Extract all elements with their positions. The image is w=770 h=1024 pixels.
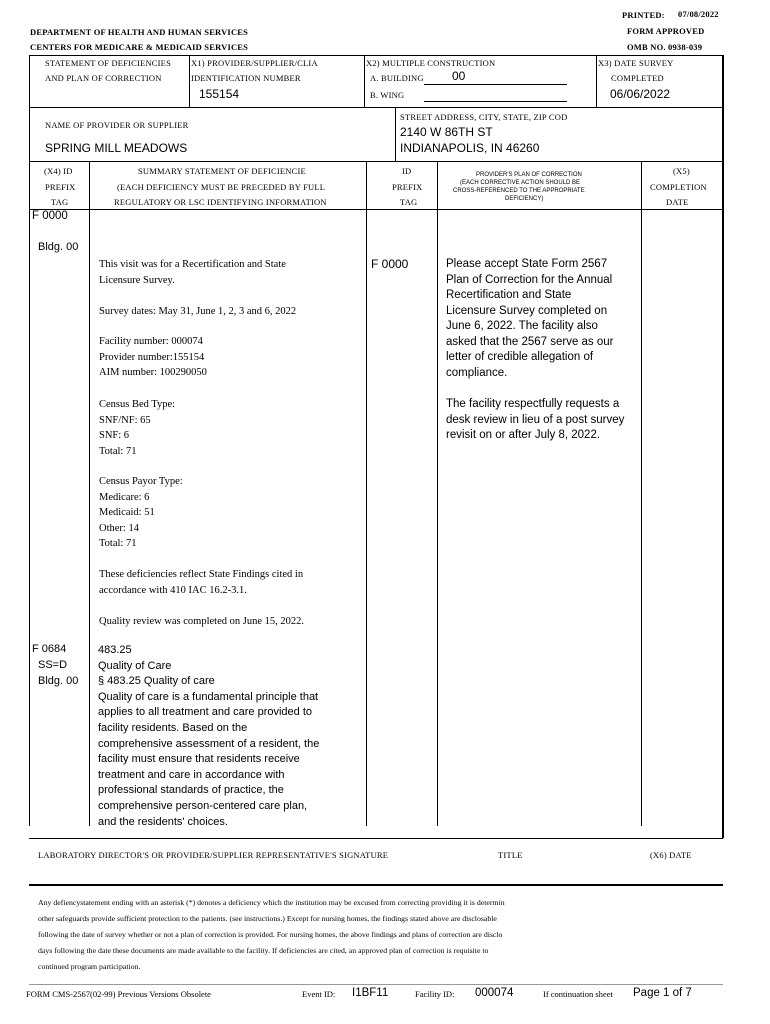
- summary-p6: These deficiencies reflect State Findings cited in accordance with 410 IAC 16.2-3.1.: [99, 569, 304, 596]
- tag-f0000: F 0000: [32, 210, 68, 222]
- poc-tag-f0000: F 0000: [371, 257, 409, 271]
- signature-date: (X6) DATE: [650, 850, 692, 860]
- date-survey: 06/06/2022: [610, 87, 671, 101]
- x4-header-3: TAG: [51, 197, 69, 207]
- footer-facility-label: Facility ID:: [415, 989, 455, 999]
- footer-page: Page 1 of 7: [633, 987, 692, 999]
- plan-p2: The facility respectfully requests a desk review in lieu of a post survey revisit on or after July 8, 2022.: [446, 398, 625, 441]
- summary-p3: Facility number: 000074 Provider number:155154 AIM number: 100290050: [99, 336, 207, 378]
- wing-label: B. WING: [370, 90, 405, 100]
- footer-event-label: Event ID:: [302, 989, 336, 999]
- summary-header-1: SUMMARY STATEMENT OF DEFICIENCIE: [138, 166, 306, 176]
- statement-label-2: AND PLAN OF CORRECTION: [45, 73, 162, 83]
- printed-date: 07/08/2022: [678, 9, 719, 19]
- form-approved: FORM APPROVED: [627, 26, 705, 36]
- id-header-2: PREFIX: [392, 182, 423, 192]
- tag-ss: SS=D: [38, 659, 68, 671]
- summary-p1: This visit was for a Recertification and State Licensure Survey.: [99, 259, 286, 286]
- summary-p8: 483.25 Quality of Care § 483.25 Quality of care Quality of care is a fundamental principle that applies to all treatment and care provided to facility residents. Based on the comprehensive assessment of a resident, the facility must ensure that residents receive treatment and care in accordance with professional standards of practice, the comprehensive person-centered care plan, and the residents' choices.: [98, 644, 320, 828]
- centers-title: CENTERS FOR MEDICARE & MEDICAID SERVICES: [30, 42, 249, 52]
- tag-bldg-b: Bldg. 00: [38, 675, 79, 687]
- building-value: 00: [452, 69, 466, 83]
- poc-header-4: DEFICIENCY): [505, 196, 544, 202]
- disclaimer: Any defiencystatement ending with an asterisk (*) denotes a deficiency which the institution may be excused from correcting providing it is determin other safeguards provide sufficient protection to the patients. (see instructions.) Except for nursing homes, the findings stated above are disclosable following the date of survey whether or not a plan of correction is provided. For nursing homes, the above findings and plans of correction are disclo days following the date these documents are made available to the facility. If deficiencies are cited, an approved plan of correction is requisite to continued program participation.: [38, 898, 505, 971]
- summary-header-2: (EACH DEFICIENCY MUST BE PRECEDED BY FULL: [117, 182, 326, 192]
- x5-header-1: (X5): [673, 166, 690, 176]
- address-label: STREET ADDRESS, CITY, STATE, ZIP COD: [400, 112, 568, 122]
- omb-number: OMB NO. 0938-039: [627, 42, 703, 52]
- dept-title: DEPARTMENT OF HEALTH AND HUMAN SERVICES: [30, 27, 249, 37]
- summary-p7: Quality review was completed on June 15, 2022.: [99, 616, 304, 627]
- date-survey-label: X3) DATE SURVEY: [598, 58, 674, 68]
- provider-name: SPRING MILL MEADOWS: [45, 141, 188, 155]
- tag-bldg-a: Bldg. 00: [38, 241, 79, 253]
- signature-label: LABORATORY DIRECTOR'S OR PROVIDER/SUPPLIER REPRESENTATIVE'S SIGNATURE: [38, 850, 389, 860]
- summary-p2: Survey dates: May 31, June 1, 2, 3 and 6, 2022: [99, 306, 297, 317]
- provider-name-label: NAME OF PROVIDER OR SUPPLIER: [45, 120, 189, 130]
- completed-label: COMPLETED: [611, 73, 664, 83]
- provider-id-label-2: IDENTIFICATION NUMBER: [191, 73, 301, 83]
- provider-id: 155154: [199, 87, 240, 101]
- address-line-2: INDIANAPOLIS, IN 46260: [400, 141, 540, 155]
- poc-header-1: PROVIDER'S PLAN OF CORRECTION: [476, 172, 582, 178]
- footer-event-id: I1BF11: [352, 987, 389, 999]
- footer-form: FORM CMS-2567(02-99) Previous Versions Obsolete: [26, 989, 211, 999]
- multiple-construction-label: X2) MULTIPLE CONSTRUCTION: [366, 58, 496, 68]
- footer-facility-id: 000074: [475, 987, 514, 999]
- provider-id-label-1: X1) PROVIDER/SUPPLIER/CLIA: [191, 58, 318, 68]
- statement-label-1: STATEMENT OF DEFICIENCIES: [45, 58, 172, 68]
- id-header-3: TAG: [400, 197, 418, 207]
- tag-f0684: F 0684: [32, 643, 67, 655]
- printed-label: PRINTED:: [622, 10, 665, 20]
- x5-header-3: DATE: [666, 197, 689, 207]
- address-line-1: 2140 W 86TH ST: [400, 125, 493, 139]
- id-header-1: ID: [402, 166, 412, 176]
- x5-header-2: COMPLETION: [650, 182, 707, 192]
- plan-p1: Please accept State Form 2567 Plan of Correction for the Annual Recertification and State Licensure Survey completed on June 6, 2022. The facility also asked that the 2567 serve as our letter of credible allegation of compliance.: [446, 258, 614, 379]
- x4-header-1: (X4) ID: [44, 166, 73, 176]
- signature-title: TITLE: [498, 850, 523, 860]
- summary-p5: Census Payor Type: Medicare: 6 Medicaid: 51 Other: 14 Total: 71: [99, 476, 183, 549]
- poc-header-3: CROSS-REFERENCED TO THE APPROPRIATE: [453, 188, 585, 194]
- summary-header-3: REGULATORY OR LSC IDENTIFYING INFORMATION: [114, 197, 327, 207]
- x4-header-2: PREFIX: [45, 182, 76, 192]
- summary-p4: Census Bed Type: SNF/NF: 65 SNF: 6 Total: 71: [99, 399, 176, 457]
- poc-header-2: (EACH CORRECTIVE ACTION SHOULD BE: [460, 180, 581, 186]
- footer-continuation: If continuation sheet: [543, 989, 613, 999]
- building-label: A. BUILDING: [370, 73, 424, 83]
